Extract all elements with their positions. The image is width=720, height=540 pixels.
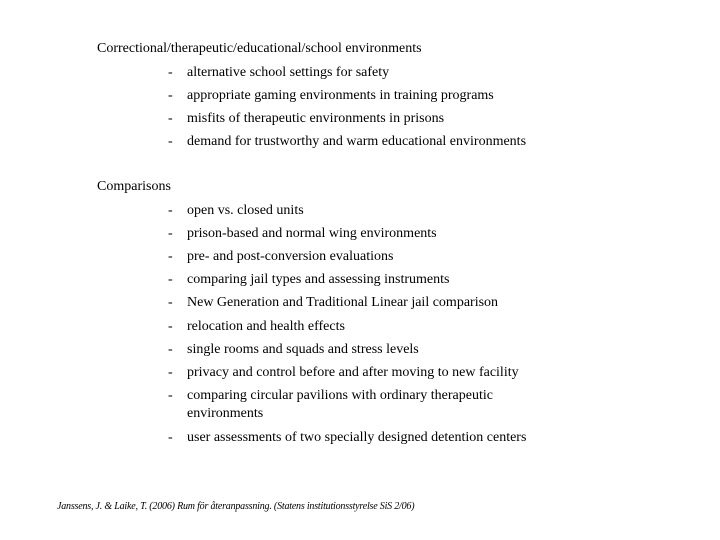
list-item-text: relocation and health effects xyxy=(187,319,345,334)
list-dash: - xyxy=(168,88,173,103)
list-item-text: New Generation and Traditional Linear jail comparison xyxy=(187,295,499,310)
section-comparisons-heading: Comparisons xyxy=(97,179,171,194)
list-dash: - xyxy=(168,319,173,334)
section-correctional-heading: Correctional/therapeutic/educational/school environments xyxy=(97,41,422,56)
list-dash: - xyxy=(168,203,173,218)
list-dash: - xyxy=(168,111,173,126)
list-dash: - xyxy=(168,134,173,149)
list-item-text: misfits of therapeutic environments in prisons xyxy=(187,111,445,126)
list-item-text: comparing circular pavilions with ordinary therapeutic environments xyxy=(187,388,493,421)
list-item-text: prison-based and normal wing environments xyxy=(187,226,437,241)
list-dash: - xyxy=(168,249,173,264)
list-dash: - xyxy=(168,365,173,380)
citation: Janssens, J. & Laike, T. (2006) Rum för återanpassning. (Statens institutionsstyrelse SiS 2/06) xyxy=(57,501,415,512)
list-item-text: appropriate gaming environments in training programs xyxy=(187,88,494,103)
list-dash: - xyxy=(168,65,173,80)
list-dash: - xyxy=(168,342,173,357)
list-dash: - xyxy=(168,272,173,287)
list-item-text: single rooms and squads and stress levels xyxy=(187,342,419,357)
list-dash: - xyxy=(168,226,173,241)
list-dash: - xyxy=(168,388,173,403)
list-item-text: alternative school settings for safety xyxy=(187,65,390,80)
list-dash: - xyxy=(168,430,173,445)
list-item-text: open vs. closed units xyxy=(187,203,304,218)
list-item-text: pre- and post-conversion evaluations xyxy=(187,249,394,264)
list-item-text: user assessments of two specially designed detention centers xyxy=(187,430,527,445)
list-item-text: demand for trustworthy and warm educational environments xyxy=(187,134,527,149)
list-item-text: privacy and control before and after moving to new facility xyxy=(187,365,519,380)
list-dash: - xyxy=(168,295,173,310)
list-item-text: comparing jail types and assessing instruments xyxy=(187,272,450,287)
